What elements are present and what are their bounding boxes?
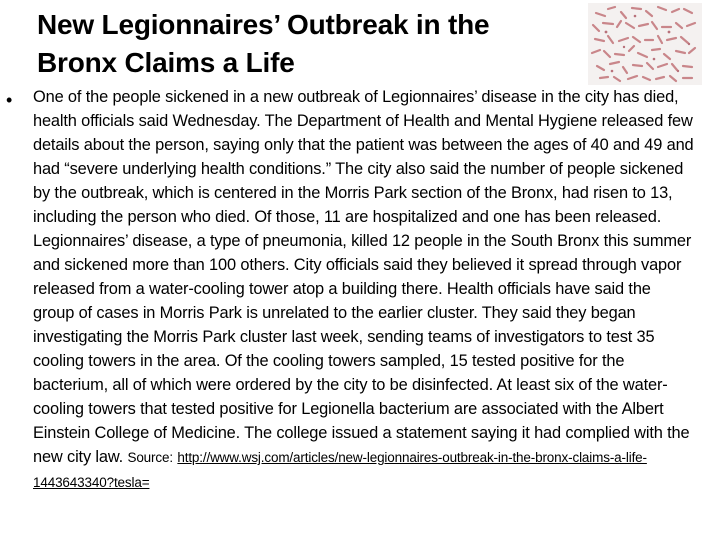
slide-title [37, 6, 577, 82]
legionella-bacteria-micrograph-icon [588, 3, 702, 85]
bullet-icon: • [6, 90, 13, 110]
article-body [33, 85, 695, 495]
title-line-2: Bronx Claims a Life [37, 47, 295, 78]
source-link[interactable]: http://www.wsj.com/articles/new-legionnaires-outbreak-in-the-bronx-claims-a-life-1443643340?tesla= [33, 450, 647, 490]
article-text: One of the people sickened in a new outbreak of Legionnaires’ disease in the city has died, health officials said Wednesday. The Department of Health and Mental Hygiene released few details about the person, saying only that the patient was between the ages of 40 and 49 and had “severe underlying health conditions.” The city also said the number of people sickened by the outbreak, which is centered in the Morris Park section of the Bronx, had risen to 13, including the person who died. Of those, 11 are hospitalized and one has been released. Legionnaires’ disease, a type of pneumonia, killed 12 people in the South Bronx this summer and sickened more than 100 others. City officials said they believed it spread through vapor released from a water-cooling tower atop a building there. Health officials have said the group of cases in Morris Park is unrelated to the earlier cluster. They said they began investigating the Morris Park cluster last week, sending teams of investigators to test 35 cooling towers in the area. Of the cooling towers sampled, 15 tested positive for the bacterium, all of which were ordered by the city to be disinfected. At least six of the water-cooling towers that tested positive for Legionella bacterium are associated with the Albert Einstein College of Medicine. The college issued a statement saying it had complied with the new city law. [33, 88, 694, 466]
title-line-1: New Legionnaires’ Outbreak in the [37, 9, 490, 40]
source-label: Source: [127, 450, 173, 465]
